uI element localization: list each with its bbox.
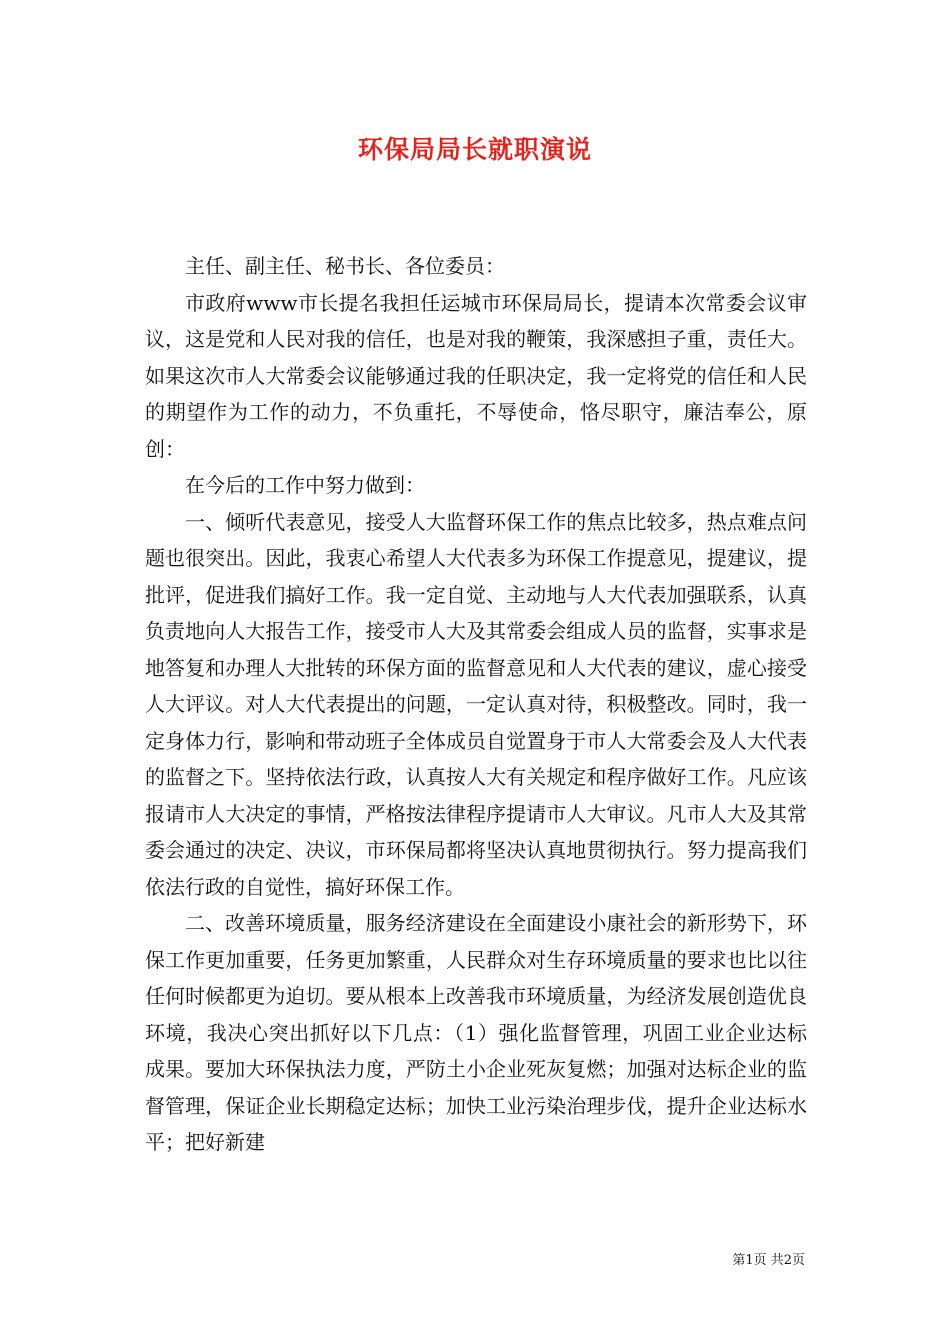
body-paragraph: 在今后的工作中努力做到：: [185, 473, 425, 497]
body-paragraph: 一、倾听代表意见，接受人大监督环保工作的焦点比较多，热点难点问题也很突出。因此，我衷心希望人大代表多为环保工作提意见，提建议，提批评，促进我们搞好工作。我一定自觉、主动地与人大代表加强联系，认真负责地向人大报告工作，接受市人大及其常委会组成人员的监督，实事求是地答复和办理人大批转的环保方面的监督意见和人大代表的建议，虚心接受人大评议。对人大代表提出的问题，一定认真对待，积极整改。同时，我一定身体力行，影响和带动班子全体成员自觉置身于市人大常委会及人大代表的监督之下。坚持依法行政，认真按人大有关规定和程序做好工作。凡应该报请市人大决定的事情，严格按法律程序提请市人大审议。凡市人大及其常委会通过的决定、决议，市环保局都将坚决认真地贯彻执行。努力提高我们依法行政的自觉性，搞好环保工作。: [145, 509, 807, 899]
body-paragraph: 市政府www市长提名我担任运城市环保局局长，提请本次常委会议审议，这是党和人民对我的信任，也是对我的鞭策，我深感担子重，责任大。如果这次市人大常委会议能够通过我的任职决定，我一定将党的信任和人民的期望作为工作的动力，不负重托，不辱使命，恪尽职守，廉洁奉公，原创：: [145, 290, 807, 461]
salutation-paragraph: 主任、副主任、秘书长、各位委员：: [185, 254, 505, 278]
document-body: [145, 248, 807, 1161]
document-title: 环保局局长就职演说: [357, 135, 592, 164]
page-number: 第1页 共2页: [732, 1253, 805, 1268]
body-paragraph: 二、改善环境质量，服务经济建设在全面建设小康社会的新形势下，环保工作更加重要，任务更加繁重，人民群众对生存环境质量的要求也比以往任何时候都更为迫切。要从根本上改善我市环境质量，为经济发展创造优良环境，我决心突出抓好以下几点：（1）强化监督管理，巩固工业企业达标成果。要加大环保执法力度，严防土小企业死灰复燃；加强对达标企业的监督管理，保证企业长期稳定达标；加快工业污染治理步伐，提升企业达标水平；把好新建: [145, 911, 807, 1154]
